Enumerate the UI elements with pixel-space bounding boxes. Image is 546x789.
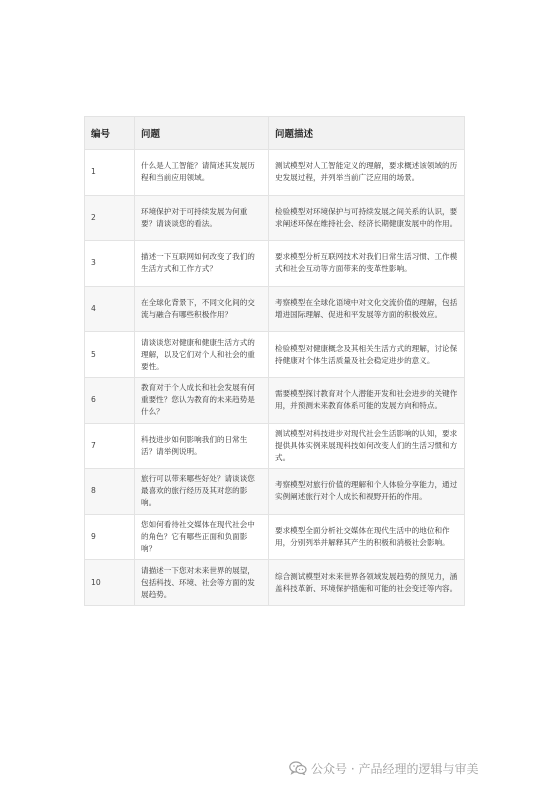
watermark <box>289 758 478 778</box>
cell-question: 旅行可以带来哪些好处？请谈谈您最喜欢的旅行经历及其对您的影响。 <box>135 469 269 515</box>
cell-id: 4 <box>85 286 135 332</box>
header-row <box>85 117 465 150</box>
table-body <box>85 150 465 606</box>
header-id: 编号 <box>85 117 135 150</box>
table-row <box>85 423 465 469</box>
cell-question: 描述一下互联网如何改变了我们的生活方式和工作方式？ <box>135 241 269 287</box>
question-table <box>84 116 465 606</box>
cell-id: 9 <box>85 514 135 560</box>
cell-id: 5 <box>85 332 135 378</box>
cell-id: 7 <box>85 423 135 469</box>
table-row <box>85 560 465 606</box>
cell-description: 综合测试模型对未来世界各领域发展趋势的预见力，涵盖科技革新、环境保护措施和可能的社会变迁等内容。 <box>269 560 465 606</box>
cell-question: 在全球化背景下，不同文化间的交流与融合有哪些积极作用？ <box>135 286 269 332</box>
cell-question: 教育对于个人成长和社会发展有何重要性？您认为教育的未来趋势是什么？ <box>135 377 269 423</box>
watermark-text: 公众号 · 产品经理的逻辑与审美 <box>311 761 479 776</box>
cell-description: 要求模型分析互联网技术对我们日常生活习惯、工作模式和社会互动等方面带来的变革性影响。 <box>269 241 465 287</box>
wechat-icon <box>289 761 307 775</box>
table-row <box>85 332 465 378</box>
table-row <box>85 195 465 241</box>
cell-description: 测试模型对人工智能定义的理解，要求概述该领域的历史发展过程，并列举当前广泛应用的场景。 <box>269 150 465 196</box>
cell-question: 什么是人工智能？请简述其发展历程和当前应用领域。 <box>135 150 269 196</box>
cell-description: 需要模型探讨教育对个人潜能开发和社会进步的关键作用，并预测未来教育体系可能的发展方向和特点。 <box>269 377 465 423</box>
cell-id: 10 <box>85 560 135 606</box>
table-row <box>85 241 465 287</box>
cell-question: 请描述一下您对未来世界的展望，包括科技、环境、社会等方面的发展趋势。 <box>135 560 269 606</box>
cell-id: 1 <box>85 150 135 196</box>
header-description: 问题描述 <box>269 117 465 150</box>
cell-description: 检验模型对健康概念及其相关生活方式的理解，讨论保持健康对个体生活质量及社会稳定进步的意义。 <box>269 332 465 378</box>
cell-description: 考察模型对旅行价值的理解和个人体验分享能力，通过实例阐述旅行对个人成长和视野开拓的作用。 <box>269 469 465 515</box>
cell-question: 科技进步如何影响我们的日常生活？请举例说明。 <box>135 423 269 469</box>
cell-question: 环境保护对于可持续发展为何重要？请谈谈您的看法。 <box>135 195 269 241</box>
cell-question: 您如何看待社交媒体在现代社会中的角色？它有哪些正面和负面影响？ <box>135 514 269 560</box>
cell-description: 要求模型全面分析社交媒体在现代生活中的地位和作用，分别列举并解释其产生的积极和消极社会影响。 <box>269 514 465 560</box>
cell-description: 测试模型对科技进步对现代社会生活影响的认知，要求提供具体实例来展现科技如何改变人们的生活习惯和方式。 <box>269 423 465 469</box>
table-row <box>85 469 465 515</box>
cell-id: 3 <box>85 241 135 287</box>
table-row <box>85 377 465 423</box>
table-row <box>85 286 465 332</box>
table-row <box>85 514 465 560</box>
table-row <box>85 150 465 196</box>
cell-description: 考察模型在全球化语境中对文化交流价值的理解，包括增进国际理解、促进和平发展等方面的积极效应。 <box>269 286 465 332</box>
cell-question: 请谈谈您对健康和健康生活方式的理解，以及它们对个人和社会的重要性。 <box>135 332 269 378</box>
table-header <box>85 117 465 150</box>
cell-description: 检验模型对环境保护与可持续发展之间关系的认识，要求阐述环保在维持社会、经济长期健康发展中的作用。 <box>269 195 465 241</box>
cell-id: 2 <box>85 195 135 241</box>
cell-id: 8 <box>85 469 135 515</box>
cell-id: 6 <box>85 377 135 423</box>
header-question: 问题 <box>135 117 269 150</box>
